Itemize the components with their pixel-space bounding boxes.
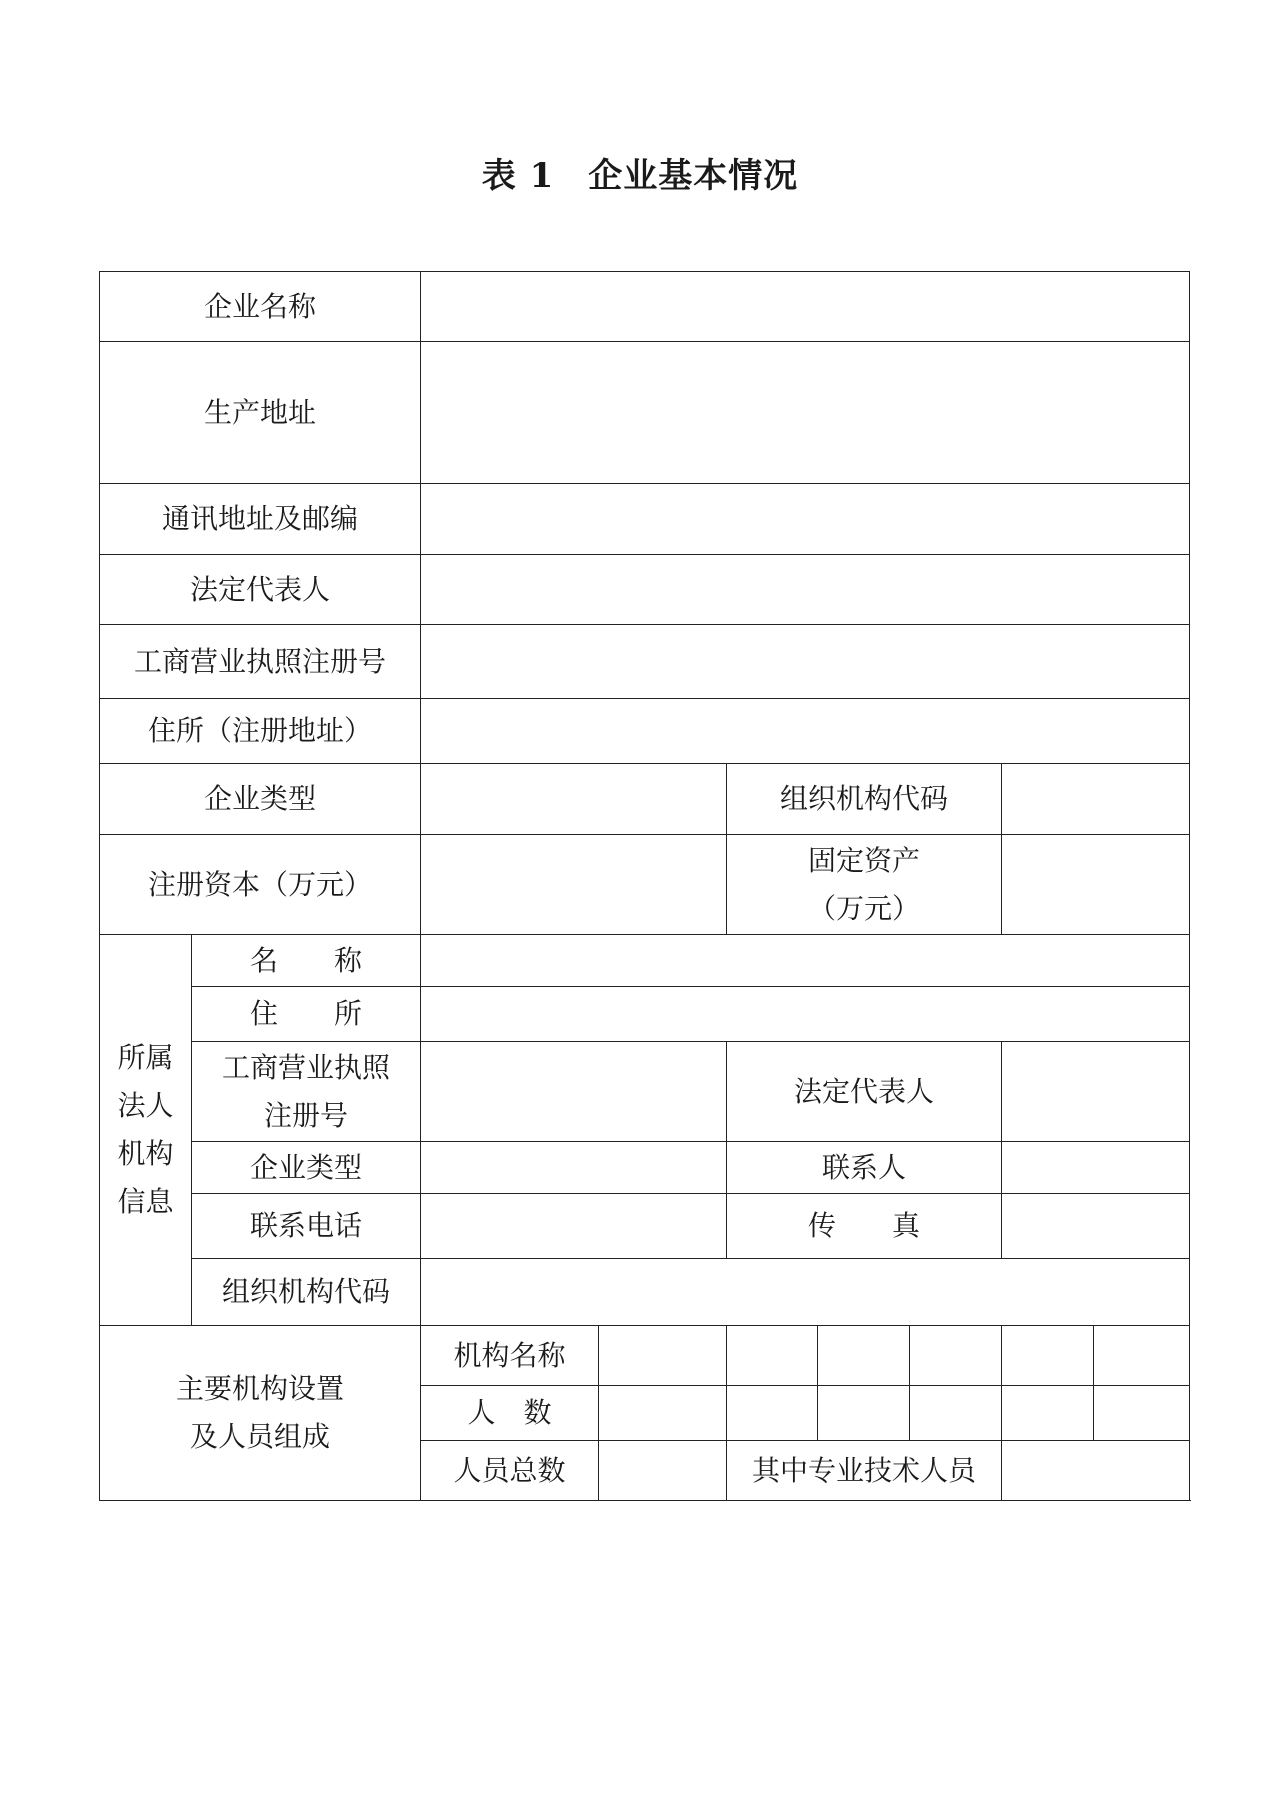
parent-group-line: 机构 [117,1137,174,1170]
row-company-type [100,764,1190,835]
fixed-assets-label-line1: 固定资产 [808,843,921,877]
parent-license-label [192,1042,421,1142]
headcount-cell[interactable] [1094,1386,1190,1441]
business-license-label: 工商营业执照注册号 [100,625,421,699]
fixed-assets-field[interactable] [1002,835,1190,935]
parent-name-field[interactable] [421,935,1190,987]
parent-license-label-line1: 工商营业执照 [222,1050,391,1084]
parent-fax-field[interactable] [1002,1194,1190,1259]
parent-license-label-line2: 注册号 [264,1098,349,1132]
dept-name-cell[interactable] [1094,1326,1190,1386]
row-parent-domicile [100,987,1190,1042]
row-company-name [100,272,1190,342]
parent-group-line: 所属 [117,1041,174,1074]
structure-group-line1: 主要机构设置 [176,1372,345,1405]
fixed-assets-label-line2: （万元） [808,891,921,925]
row-production-address [100,342,1190,484]
total-staff-field[interactable] [599,1441,727,1501]
parent-phone-label: 联系电话 [192,1194,421,1259]
row-capital [100,835,1190,935]
row-mailing-address [100,484,1190,555]
production-address-field[interactable] [421,342,1190,484]
dept-name-cell[interactable] [910,1326,1002,1386]
legal-rep-field[interactable] [421,555,1190,625]
headcount-cell[interactable] [910,1386,1002,1441]
total-staff-label: 人员总数 [421,1441,599,1501]
parent-org-group-label [100,935,192,1326]
parent-legal-rep-label: 法定代表人 [727,1042,1002,1142]
company-name-field[interactable] [421,272,1190,342]
table-title: 企业基本情况 [588,156,799,196]
parent-name-label: 名 称 [192,935,421,987]
company-type-field[interactable] [421,764,727,835]
table-number: 表 1 [481,156,555,196]
org-code-label: 组织机构代码 [727,764,1002,835]
structure-group-label [100,1326,421,1501]
parent-legal-rep-field[interactable] [1002,1042,1190,1142]
parent-fax-label: 传 真 [727,1194,1002,1259]
legal-rep-label: 法定代表人 [100,555,421,625]
parent-license-field[interactable] [421,1042,727,1142]
parent-phone-field[interactable] [421,1194,727,1259]
parent-contact-label: 联系人 [727,1142,1002,1194]
row-parent-phone [100,1194,1190,1259]
parent-type-label: 企业类型 [192,1142,421,1194]
dept-name-cell[interactable] [599,1326,727,1386]
registered-capital-label: 注册资本（万元） [100,835,421,935]
row-dept-names [100,1326,1190,1386]
parent-domicile-field[interactable] [421,987,1190,1042]
parent-group-line: 法人 [117,1089,174,1122]
page-title [0,148,1280,197]
company-name-label: 企业名称 [100,272,421,342]
production-address-label: 生产地址 [100,342,421,484]
parent-domicile-label: 住 所 [192,987,421,1042]
tech-staff-field[interactable] [1002,1441,1190,1501]
dept-name-cell[interactable] [818,1326,910,1386]
row-parent-org-code [100,1259,1190,1326]
parent-org-code-field[interactable] [421,1259,1190,1326]
mailing-address-field[interactable] [421,484,1190,555]
row-domicile [100,699,1190,764]
mailing-address-label: 通讯地址及邮编 [100,484,421,555]
row-business-license [100,625,1190,699]
domicile-field[interactable] [421,699,1190,764]
registered-capital-field[interactable] [421,835,727,935]
parent-contact-field[interactable] [1002,1142,1190,1194]
dept-name-cell[interactable] [1002,1326,1094,1386]
company-type-label: 企业类型 [100,764,421,835]
row-parent-license [100,1042,1190,1142]
headcount-cell[interactable] [1002,1386,1094,1441]
business-license-field[interactable] [421,625,1190,699]
org-code-field[interactable] [1002,764,1190,835]
row-legal-rep [100,555,1190,625]
fixed-assets-label [727,835,1002,935]
row-parent-name [100,935,1190,987]
domicile-label: 住所（注册地址） [100,699,421,764]
tech-staff-label: 其中专业技术人员 [727,1441,1002,1501]
structure-group-line2: 及人员组成 [190,1420,331,1453]
parent-group-line: 信息 [117,1185,174,1218]
headcount-cell[interactable] [727,1386,818,1441]
row-parent-type [100,1142,1190,1194]
parent-org-code-label: 组织机构代码 [192,1259,421,1326]
company-info-table [99,271,1190,1501]
parent-type-field[interactable] [421,1142,727,1194]
headcount-label: 人 数 [421,1386,599,1441]
headcount-cell[interactable] [818,1386,910,1441]
headcount-cell[interactable] [599,1386,727,1441]
dept-name-label: 机构名称 [421,1326,599,1386]
dept-name-cell[interactable] [727,1326,818,1386]
